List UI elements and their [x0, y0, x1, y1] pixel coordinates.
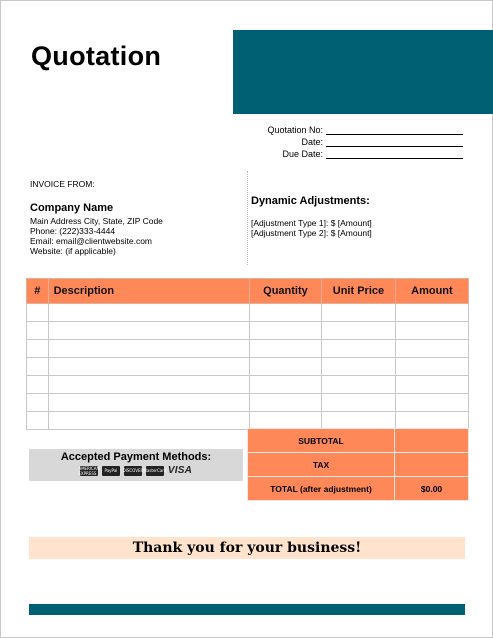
item-quantity-cell[interactable]	[249, 412, 321, 430]
due-date-label: Due Date:	[282, 149, 323, 159]
subtotal-label: SUBTOTAL	[248, 429, 395, 453]
total-row	[248, 477, 469, 501]
item-number-cell[interactable]	[27, 412, 49, 430]
tax-label: TAX	[248, 453, 395, 477]
table-row	[27, 322, 469, 340]
mastercard-icon	[143, 466, 167, 476]
table-row	[27, 376, 469, 394]
item-amount-cell[interactable]	[395, 412, 468, 430]
item-quantity-cell[interactable]	[249, 340, 321, 358]
item-amount-cell[interactable]	[395, 358, 468, 376]
discover-icon	[124, 466, 142, 476]
item-description-cell[interactable]	[48, 340, 249, 358]
adjustment-type-2: [Adjustment Type 2]: $ [Amount]	[251, 228, 372, 238]
column-header-amount: Amount	[395, 279, 468, 304]
amex-icon-text: AMERICAN EXPRESS	[78, 465, 100, 476]
item-amount-cell[interactable]	[395, 322, 468, 340]
document-title: Quotation	[31, 41, 162, 71]
totals-table	[247, 428, 469, 501]
item-unit-price-cell[interactable]	[322, 412, 396, 430]
subtotal-value[interactable]	[395, 429, 469, 453]
section-divider	[247, 171, 248, 265]
dynamic-adjustments-block	[251, 195, 372, 238]
item-number-cell[interactable]	[27, 340, 49, 358]
item-amount-cell[interactable]	[395, 304, 468, 322]
visa-icon: VISA	[167, 465, 193, 476]
item-quantity-cell[interactable]	[249, 358, 321, 376]
item-quantity-cell[interactable]	[249, 322, 321, 340]
adjustments-heading: Dynamic Adjustments:	[251, 195, 370, 207]
item-quantity-cell[interactable]	[249, 376, 321, 394]
total-label: TOTAL (after adjustment)	[248, 477, 395, 501]
item-number-cell[interactable]	[27, 322, 49, 340]
item-unit-price-cell[interactable]	[322, 322, 396, 340]
items-header-row	[27, 279, 469, 304]
items-table	[26, 278, 469, 430]
table-row	[27, 412, 469, 430]
amex-icon	[80, 466, 98, 476]
item-description-cell[interactable]	[48, 304, 249, 322]
company-email: Email: email@clientwebsite.com	[30, 236, 153, 246]
item-quantity-cell[interactable]	[249, 394, 321, 412]
column-header-quantity: Quantity	[249, 279, 321, 304]
table-row	[27, 394, 469, 412]
date-row	[253, 135, 463, 147]
tax-row	[248, 453, 469, 477]
column-header-number: #	[27, 279, 49, 304]
item-number-cell[interactable]	[27, 358, 49, 376]
item-amount-cell[interactable]	[395, 376, 468, 394]
quotation-no-label: Quotation No:	[267, 125, 323, 135]
company-website: Website: (if applicable)	[30, 246, 116, 256]
paypal-icon	[102, 466, 120, 476]
discover-icon-text: DISCOVER	[122, 468, 144, 473]
quotation-no-field[interactable]	[326, 126, 463, 135]
item-description-cell[interactable]	[48, 412, 249, 430]
item-number-cell[interactable]	[27, 304, 49, 322]
company-phone: Phone: (222)333-4444	[30, 226, 116, 236]
column-header-description: Description	[48, 279, 249, 304]
quotation-meta	[253, 123, 463, 159]
mastercard-icon-text: MasterCard	[143, 468, 167, 473]
subtotal-row	[248, 429, 469, 453]
company-address: Main Address City, State, ZIP Code	[30, 216, 163, 226]
quotation-no-row	[253, 123, 463, 135]
adjustment-type-1: [Adjustment Type 1]: $ [Amount]	[251, 218, 372, 228]
footer-accent-bar	[29, 604, 465, 615]
table-row	[27, 358, 469, 376]
date-field[interactable]	[326, 138, 463, 147]
table-row	[27, 340, 469, 358]
due-date-field[interactable]	[326, 150, 463, 159]
date-label: Date:	[301, 137, 323, 147]
tax-value[interactable]	[395, 453, 469, 477]
item-description-cell[interactable]	[48, 394, 249, 412]
item-number-cell[interactable]	[27, 376, 49, 394]
item-unit-price-cell[interactable]	[322, 304, 396, 322]
item-unit-price-cell[interactable]	[322, 394, 396, 412]
item-quantity-cell[interactable]	[249, 304, 321, 322]
total-value[interactable]: $0.00	[395, 477, 469, 501]
invoice-from-label: INVOICE FROM:	[30, 179, 95, 189]
payment-card-icons	[29, 465, 243, 476]
paypal-icon-text: PayPal	[104, 468, 118, 473]
thank-you-banner: Thank you for your business!	[29, 537, 465, 559]
item-unit-price-cell[interactable]	[322, 340, 396, 358]
item-number-cell[interactable]	[27, 394, 49, 412]
table-row	[27, 304, 469, 322]
due-date-row	[253, 147, 463, 159]
item-description-cell[interactable]	[48, 376, 249, 394]
item-amount-cell[interactable]	[395, 394, 468, 412]
item-amount-cell[interactable]	[395, 340, 468, 358]
item-description-cell[interactable]	[48, 322, 249, 340]
column-header-unit-price: Unit Price	[322, 279, 396, 304]
item-description-cell[interactable]	[48, 358, 249, 376]
item-unit-price-cell[interactable]	[322, 358, 396, 376]
company-name: Company Name	[30, 202, 114, 214]
items-body	[27, 304, 469, 430]
payment-methods-box	[29, 449, 243, 481]
payment-methods-heading: Accepted Payment Methods:	[60, 451, 212, 463]
invoice-from-block	[30, 179, 163, 256]
item-unit-price-cell[interactable]	[322, 376, 396, 394]
header-accent-block	[233, 30, 493, 114]
